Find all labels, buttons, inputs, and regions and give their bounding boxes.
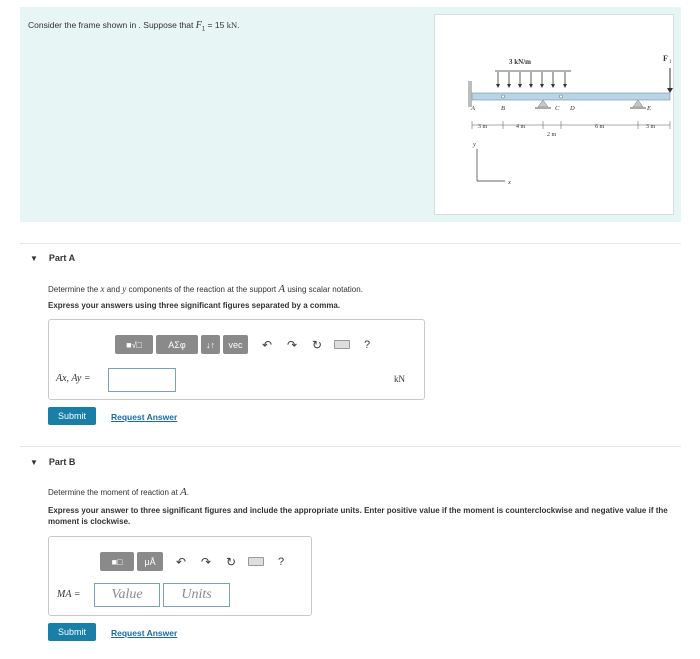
svg-text:3 m: 3 m [646,124,656,130]
part-b-toolbar [100,552,297,571]
distributed-load-arrows [495,71,571,85]
part-a-bold-instruction: Express your answers using three significant figures separated by a comma. [48,301,341,310]
collapse-triangle-icon[interactable]: ▼ [30,253,38,263]
collapse-triangle-icon[interactable]: ▼ [30,457,38,467]
undo-icon[interactable]: ↶ [261,337,273,352]
part-b-title: Part B [48,457,76,467]
frame-diagram [435,15,675,216]
part-a-header[interactable] [30,253,75,263]
templates-button[interactable]: ■□ [100,552,134,571]
separator-a [20,243,681,244]
svg-text:6 m: 6 m [595,124,605,130]
part-a-title: Part A [48,253,76,263]
units-button[interactable]: μÅ [137,552,163,571]
svg-text:4 m: 4 m [516,124,526,130]
svg-text:B: B [501,105,505,112]
part-a-request-answer-link[interactable]: Request Answer [111,412,178,422]
keyboard-icon[interactable] [247,553,265,571]
part-b-request-answer-link[interactable]: Request Answer [111,628,178,638]
part-a-instruction: Determine the x and y components of the reaction at the support A using scalar notation. [48,283,363,295]
svg-text:E: E [647,105,651,112]
help-icon[interactable]: ? [277,555,285,568]
part-a-unit: kN [394,374,405,384]
problem-statement: Consider the frame shown in . Suppose that $F_1 = 15$ kN. [28,20,240,33]
undo-icon[interactable]: ↶ [175,554,187,569]
wall-support [468,81,472,107]
svg-text:1: 1 [669,60,672,65]
part-a-answer-label: Ax, Ay = [56,373,91,384]
svg-text:x: x [508,179,511,186]
keyboard-icon[interactable] [333,336,351,354]
part-a-toolbar [115,335,383,354]
svg-text:y: y [473,141,476,148]
part-b-header[interactable] [30,457,75,467]
part-b-instruction: Determine the moment of reaction at A. [48,486,190,498]
value-input[interactable]: Value [94,583,160,607]
problem-panel [20,7,681,222]
templates-button[interactable]: ■√□ [115,335,153,354]
part-a-submit-button[interactable]: Submit [48,407,96,425]
svg-text:A: A [471,105,475,112]
force-label: F [663,54,668,63]
redo-icon[interactable]: ↷ [200,554,212,569]
part-b-answer-box [48,536,312,616]
part-a-answer-box [48,319,425,400]
svg-text:D: D [570,105,575,112]
arrows-button[interactable]: ↓↑ [201,335,220,354]
redo-icon[interactable]: ↷ [286,337,298,352]
f1-var: F [195,20,202,31]
svg-text:2 m: 2 m [547,132,557,138]
greek-button[interactable]: AΣφ [156,335,198,354]
reset-icon[interactable]: ↻ [225,554,237,569]
vec-button[interactable]: vec [223,335,248,354]
help-icon[interactable]: ? [363,338,371,351]
svg-text:C: C [555,105,560,112]
separator-b [20,446,681,447]
part-a-answer-input[interactable] [108,368,176,392]
support-e [633,100,643,107]
frame-figure [434,14,674,215]
support-c [538,100,548,107]
part-b-answer-label: MA = [57,589,81,600]
units-input[interactable]: Units [163,583,230,607]
load-label: 3 kN/m [509,58,531,66]
reset-icon[interactable]: ↻ [311,337,323,352]
part-b-bold-instruction: Express your answer to three significant figures and include the appropriate units. Enter positive value if the moment is counterclockwise and negative value if the moment is clockwise. [48,506,668,526]
svg-text:3 m: 3 m [478,124,488,130]
part-b-submit-button[interactable]: Submit [48,623,96,641]
